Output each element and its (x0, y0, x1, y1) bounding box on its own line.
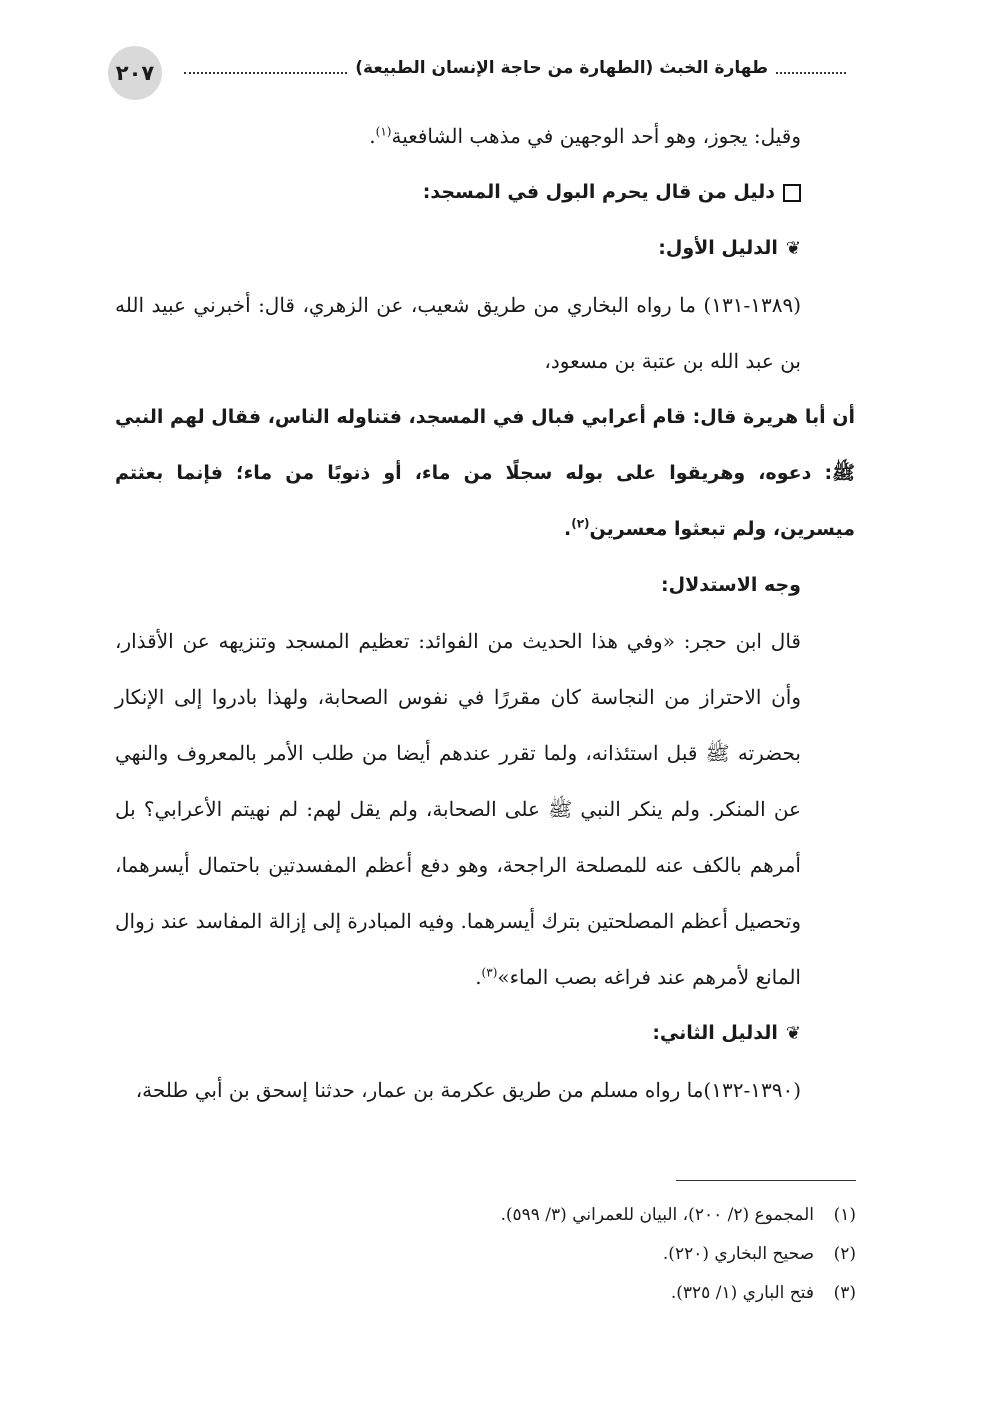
square-outline-icon (783, 184, 801, 202)
paragraph-intro (115, 108, 855, 164)
evidence-heading-first (115, 220, 855, 277)
footnote-separator (676, 1180, 856, 1181)
footnotes (156, 1196, 856, 1313)
paragraph-hadith-chain-2: (١٣٩٠-١٣٢)ما رواه مسلم من طريق عكرمة بن عمار، حدثنا إسحق بن أبي طلحة، (135, 1078, 801, 1102)
running-title-bar (176, 58, 846, 78)
paragraph-ibn-hajar-quote (115, 613, 855, 1005)
dotted-leader-right (776, 62, 846, 74)
footnote-text: فتح الباري (١/ ٣٢٥). (670, 1283, 814, 1303)
footnote-text: المجموع (٢/ ٢٠٠)، البيان للعمراني (٣/ ٥٩٩). (500, 1205, 814, 1225)
heading-text: دليل من قال يحرم البول في المسجد: (422, 181, 775, 203)
paragraph-hadith-chain-1: (١٣٨٩-١٣١) ما رواه البخاري من طريق شعيب، عن الزهري، قال: أخبرني عبيد الله بن عبد الله بن عتبة بن مسعود، (115, 293, 801, 373)
paragraph-end: . (564, 518, 572, 540)
paragraph-text: وقيل: يجوز، وهو أحد الوجهين في مذهب الشافعية (391, 124, 801, 148)
leaf-ornament-icon: ❦ (785, 238, 801, 259)
footnote-ref: (٢) (571, 516, 590, 531)
hadith-text: أن أبا هريرة قال: قام أعرابي فبال في المسجد، فتناوله الناس، فقال لهم النبي ﷺ: دعوه، وهريقوا على بوله سجلًا من ماء، أو ذنوبًا من ماء؛ فإنما بعثتم ميسرين، ولم تبعثوا معسرين (115, 406, 855, 540)
leaf-ornament-icon: ❦ (785, 1023, 801, 1044)
footnote-text: صحيح البخاري (٢٢٠). (662, 1244, 814, 1264)
heading-text: الدليل الثاني: (652, 1022, 778, 1044)
footnote-item (156, 1196, 856, 1235)
section-heading (115, 164, 855, 220)
page-header (108, 46, 846, 98)
paragraph-end: . (369, 124, 376, 148)
paragraph-hadith-text-1 (115, 389, 855, 557)
footnote-number: (١) (833, 1205, 856, 1225)
footnote-ref: (١) (375, 124, 392, 139)
footnote-item (156, 1235, 856, 1274)
footnote-number: (٣) (833, 1283, 856, 1303)
heading-text: الدليل الأول: (658, 237, 778, 259)
running-title: طهارة الخبث (الطهارة من حاجة الإنسان الطبيعة) (355, 58, 768, 78)
page-body (115, 108, 855, 1118)
evidence-heading-second (115, 1005, 855, 1062)
footnote-item (156, 1274, 856, 1313)
footnote-number: (٢) (833, 1244, 856, 1264)
inference-heading: وجه الاستدلال: (661, 574, 801, 596)
page-number: ٢٠٧ (108, 46, 162, 100)
dotted-leader-left (184, 62, 347, 74)
quote-text: قال ابن حجر: «وفي هذا الحديث من الفوائد: تعظيم المسجد وتنزيهه عن الأقذار، وأن الاحتراز من النجاسة كان مقررًا في نفوس الصحابة، ولهذا بادروا إلى الإنكار بحضرته ﷺ قبل استئذانه، ولما تقرر عندهم أيضا من طلب الأمر بالمعروف والنهي عن المنكر. ولم ينكر النبي ﷺ على الصحابة، ولم يقل لهم: لم نهيتم الأعرابي؟ بل أمرهم بالكف عنه للمصلحة الراجحة، وهو دفع أعظم المفسدتين باحتمال أيسرهما، وتحصيل أعظم المصلحتين بترك أيسرهما. وفيه المبادرة إلى إزالة المفاسد عند زوال المانع لأمرهم عند فراغه بصب الماء» (115, 629, 801, 989)
paragraph-end: . (475, 965, 482, 989)
footnote-ref: (٣) (481, 965, 498, 980)
